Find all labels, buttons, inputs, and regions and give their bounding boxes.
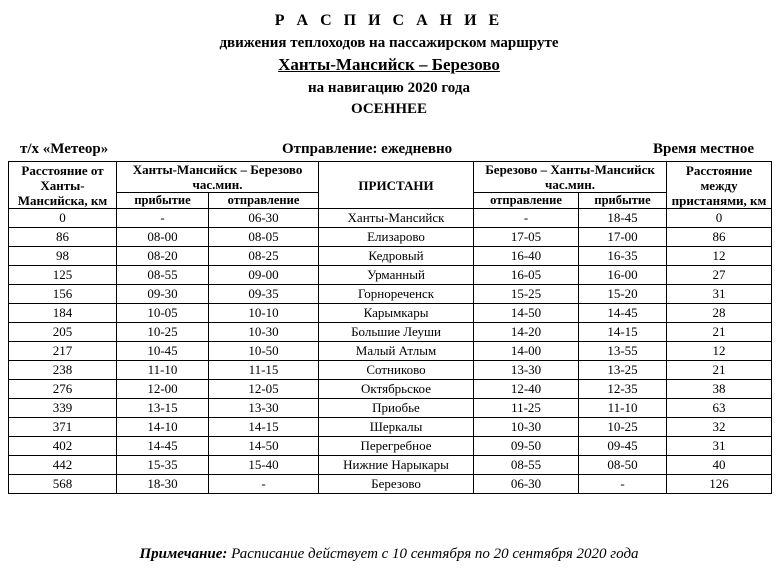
cell-distance-between: 21 <box>667 323 772 342</box>
cell-arrival-back: 18-45 <box>579 209 667 228</box>
cell-distance-from: 371 <box>9 418 117 437</box>
cell-arrival-back: 13-25 <box>579 361 667 380</box>
cell-pier: Нижние Нарыкары <box>319 456 474 475</box>
cell-arrival-back: 14-15 <box>579 323 667 342</box>
schedule-table <box>8 161 772 494</box>
header-backward-direction: Березово – Ханты-Мансийск час.мин. <box>474 162 667 193</box>
cell-departure-back: 14-00 <box>474 342 579 361</box>
cell-pier: Приобье <box>319 399 474 418</box>
cell-distance-from: 402 <box>9 437 117 456</box>
cell-departure-back: 16-05 <box>474 266 579 285</box>
cell-distance-between: 31 <box>667 285 772 304</box>
cell-pier: Большие Леуши <box>319 323 474 342</box>
cell-pier: Сотниково <box>319 361 474 380</box>
table-row <box>9 361 772 380</box>
table-row <box>9 209 772 228</box>
cell-distance-between: 126 <box>667 475 772 494</box>
cell-arrival: 10-05 <box>117 304 209 323</box>
cell-distance-between: 27 <box>667 266 772 285</box>
cell-distance-from: 442 <box>9 456 117 475</box>
cell-arrival: 12-00 <box>117 380 209 399</box>
table-row <box>9 285 772 304</box>
header-departure-back: отправление <box>474 193 579 209</box>
cell-distance-between: 28 <box>667 304 772 323</box>
cell-departure: 10-30 <box>209 323 319 342</box>
cell-distance-from: 339 <box>9 399 117 418</box>
cell-arrival: 15-35 <box>117 456 209 475</box>
cell-distance-between: 63 <box>667 399 772 418</box>
cell-departure-back: 10-30 <box>474 418 579 437</box>
cell-departure: 12-05 <box>209 380 319 399</box>
cell-pier: Карымкары <box>319 304 474 323</box>
cell-departure: 06-30 <box>209 209 319 228</box>
header-arrival-back: прибытие <box>579 193 667 209</box>
cell-distance-from: 205 <box>9 323 117 342</box>
cell-pier: Малый Атлым <box>319 342 474 361</box>
cell-departure-back: 13-30 <box>474 361 579 380</box>
cell-distance-from: 98 <box>9 247 117 266</box>
cell-arrival-back: - <box>579 475 667 494</box>
schedule-subtitle: движения теплоходов на пассажирском маршруте <box>219 35 559 51</box>
table-row <box>9 399 772 418</box>
cell-departure-back: 12-40 <box>474 380 579 399</box>
table-row <box>9 418 772 437</box>
cell-departure: 09-00 <box>209 266 319 285</box>
cell-distance-between: 12 <box>667 342 772 361</box>
cell-arrival-back: 13-55 <box>579 342 667 361</box>
table-row <box>9 437 772 456</box>
cell-pier: Урманный <box>319 266 474 285</box>
cell-departure: 14-50 <box>209 437 319 456</box>
table-row <box>9 266 772 285</box>
cell-pier: Перегребное <box>319 437 474 456</box>
cell-departure-back: - <box>474 209 579 228</box>
header-arrival: прибытие <box>117 193 209 209</box>
navigation-period: на навигацию 2020 года <box>308 80 470 96</box>
table-row <box>9 475 772 494</box>
cell-arrival: 08-20 <box>117 247 209 266</box>
cell-pier: Октябрьское <box>319 380 474 399</box>
cell-distance-between: 31 <box>667 437 772 456</box>
cell-departure-back: 11-25 <box>474 399 579 418</box>
cell-arrival: 08-00 <box>117 228 209 247</box>
cell-distance-from: 184 <box>9 304 117 323</box>
cell-arrival-back: 16-35 <box>579 247 667 266</box>
cell-departure-back: 15-25 <box>474 285 579 304</box>
cell-distance-between: 40 <box>667 456 772 475</box>
cell-departure: - <box>209 475 319 494</box>
route-name: Ханты-Мансийск – Березово <box>278 55 500 74</box>
cell-departure-back: 08-55 <box>474 456 579 475</box>
cell-departure-back: 14-20 <box>474 323 579 342</box>
cell-departure-back: 06-30 <box>474 475 579 494</box>
cell-departure: 14-15 <box>209 418 319 437</box>
note-label: Примечание: <box>139 546 228 562</box>
departure-frequency: Отправление: ежедневно <box>282 141 453 157</box>
vessel-name: т/х «Метеор» <box>20 141 109 157</box>
cell-departure: 13-30 <box>209 399 319 418</box>
cell-departure-back: 17-05 <box>474 228 579 247</box>
cell-departure: 10-10 <box>209 304 319 323</box>
cell-departure: 10-50 <box>209 342 319 361</box>
cell-arrival: 10-25 <box>117 323 209 342</box>
cell-departure: 09-35 <box>209 285 319 304</box>
table-row <box>9 304 772 323</box>
cell-pier: Шеркалы <box>319 418 474 437</box>
cell-arrival: 14-10 <box>117 418 209 437</box>
cell-arrival-back: 09-45 <box>579 437 667 456</box>
cell-departure-back: 14-50 <box>474 304 579 323</box>
cell-arrival: 18-30 <box>117 475 209 494</box>
header-forward-direction: Ханты-Мансийск – Березово час.мин. <box>117 162 319 193</box>
cell-arrival: 11-10 <box>117 361 209 380</box>
cell-distance-from: 238 <box>9 361 117 380</box>
cell-distance-between: 38 <box>667 380 772 399</box>
cell-departure: 08-25 <box>209 247 319 266</box>
cell-arrival: 09-30 <box>117 285 209 304</box>
cell-arrival: 13-15 <box>117 399 209 418</box>
cell-pier: Ханты-Мансийск <box>319 209 474 228</box>
table-row <box>9 323 772 342</box>
table-row <box>9 380 772 399</box>
cell-distance-between: 86 <box>667 228 772 247</box>
header-piers: ПРИСТАНИ <box>319 162 474 209</box>
table-row <box>9 228 772 247</box>
cell-departure: 15-40 <box>209 456 319 475</box>
cell-distance-from: 217 <box>9 342 117 361</box>
cell-pier: Березово <box>319 475 474 494</box>
cell-pier: Горнореченск <box>319 285 474 304</box>
cell-arrival-back: 12-35 <box>579 380 667 399</box>
header-distance-from: Расстояние от Ханты-Мансийска, км <box>9 162 117 209</box>
table-row <box>9 247 772 266</box>
cell-arrival: 14-45 <box>117 437 209 456</box>
header-distance-between: Расстояние между пристанями, км <box>667 162 772 209</box>
cell-arrival-back: 15-20 <box>579 285 667 304</box>
cell-pier: Елизарово <box>319 228 474 247</box>
cell-distance-from: 276 <box>9 380 117 399</box>
cell-distance-between: 32 <box>667 418 772 437</box>
cell-departure: 11-15 <box>209 361 319 380</box>
cell-distance-between: 12 <box>667 247 772 266</box>
cell-arrival: 10-45 <box>117 342 209 361</box>
cell-distance-from: 0 <box>9 209 117 228</box>
schedule-note <box>0 546 778 563</box>
cell-arrival-back: 08-50 <box>579 456 667 475</box>
schedule-title: Р А С П И С А Н И Е <box>274 12 504 29</box>
cell-pier: Кедровый <box>319 247 474 266</box>
cell-distance-between: 21 <box>667 361 772 380</box>
cell-arrival: - <box>117 209 209 228</box>
cell-distance-from: 568 <box>9 475 117 494</box>
cell-arrival-back: 11-10 <box>579 399 667 418</box>
cell-departure-back: 09-50 <box>474 437 579 456</box>
cell-arrival-back: 16-00 <box>579 266 667 285</box>
cell-arrival-back: 10-25 <box>579 418 667 437</box>
cell-departure: 08-05 <box>209 228 319 247</box>
table-row <box>9 342 772 361</box>
cell-distance-from: 86 <box>9 228 117 247</box>
cell-arrival-back: 14-45 <box>579 304 667 323</box>
cell-departure-back: 16-40 <box>474 247 579 266</box>
note-text: Расписание действует с 10 сентября по 20 сентября 2020 года <box>227 546 639 562</box>
cell-arrival: 08-55 <box>117 266 209 285</box>
time-zone-note: Время местное <box>653 141 754 157</box>
cell-distance-from: 125 <box>9 266 117 285</box>
header-departure: отправление <box>209 193 319 209</box>
table-row <box>9 456 772 475</box>
cell-distance-between: 0 <box>667 209 772 228</box>
cell-arrival-back: 17-00 <box>579 228 667 247</box>
season-label: ОСЕННЕЕ <box>350 101 428 117</box>
cell-distance-from: 156 <box>9 285 117 304</box>
